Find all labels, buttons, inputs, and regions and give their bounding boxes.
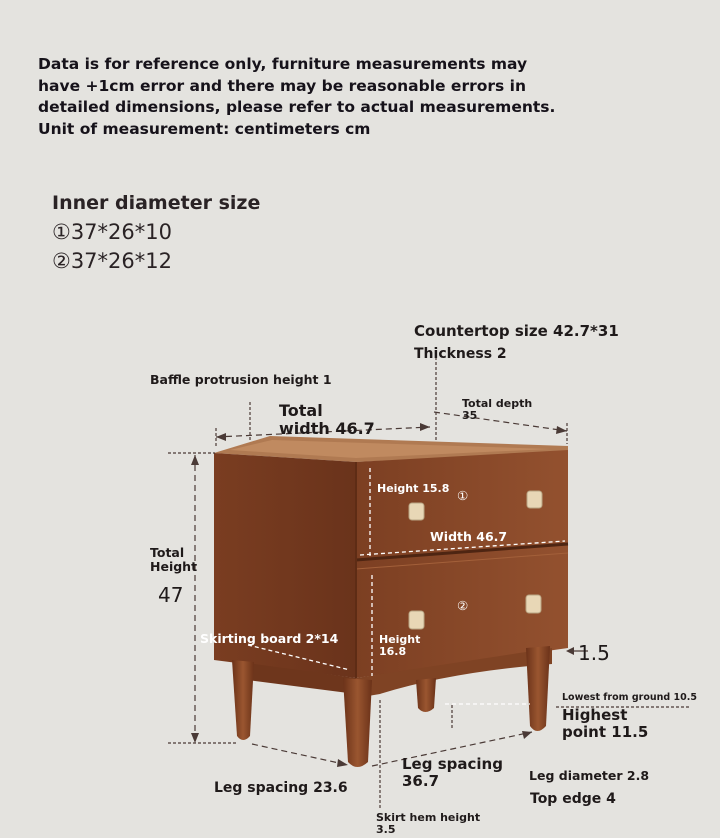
total-height-line: Total [150,545,185,560]
side-value-label: 1.5 [578,641,610,665]
total-depth-line: Total depth [462,397,533,410]
highest-point-line: point 11.5 [562,722,649,741]
inner-size-block [52,192,260,276]
front-leg-spacing-label: Leg spacing 23.6 [214,780,348,796]
side-leg-spacing-line: 36.7 [402,771,440,790]
drawer-width-label: Width 46.7 [430,529,508,544]
inner-size-item: ①37*26*10 [52,220,172,244]
highest-point-label [562,707,648,741]
knob [526,595,541,613]
countertop-size-label: Countertop size 42.7*31 [414,322,619,340]
drawer2-height-line: Height [379,633,421,646]
disclaimer-line: Unit of measurement: centimeters cm [38,119,371,138]
skirting-board-label: Skirting board 2*14 [200,631,339,646]
drawer2-height-line: 16.8 [379,645,407,659]
disclaimer-line: have +1cm error and there may be reasonable errors in [38,76,527,95]
leg-front-right [526,646,550,731]
skirt-hem-line: 3.5 [376,823,396,837]
knob [409,503,424,520]
knob [527,491,542,508]
leg-back-right [416,678,436,712]
total-height-line: Height [150,559,198,574]
total-depth-line: 35 [462,409,478,423]
drawer1-number: ① [457,488,469,503]
lowest-from-ground-label: Lowest from ground 10.5 [562,692,697,703]
thickness-label: Thickness 2 [414,346,507,362]
total-height-label [150,546,197,574]
leg-front-left [343,678,372,767]
disclaimer-line: Data is for reference only, furniture measurements may [38,55,528,73]
disclaimer [38,54,698,140]
total-width-line: width 46.7 [279,418,375,438]
total-width-line: Total [279,401,323,420]
side-leg-spacing-label [402,756,503,790]
drawer2-number: ② [457,598,469,613]
drawer1-height-label: Height 15.8 [377,482,450,495]
baffle-label: Baffle protrusion height 1 [150,372,332,387]
leg-back-left [232,660,254,740]
highest-point-line: Highest [562,706,628,724]
leg-diameter-label: Leg diameter 2.8 [529,768,650,783]
top-edge-label: Top edge 4 [530,791,616,807]
total-depth-label [462,398,532,423]
drawer2-height-label [379,634,420,659]
inner-size-item: ②37*26*12 [52,249,172,273]
total-height-value: 47 [158,583,184,607]
skirt-hem-label [376,812,480,837]
total-width-label [279,402,375,438]
skirt-hem-line: Skirt hem height [376,811,481,824]
knob [409,611,424,629]
disclaimer-line: detailed dimensions, please refer to actual measurements. [38,98,556,116]
side-leg-spacing-line: Leg spacing [402,755,503,773]
inner-size-title: Inner diameter size [52,192,261,214]
